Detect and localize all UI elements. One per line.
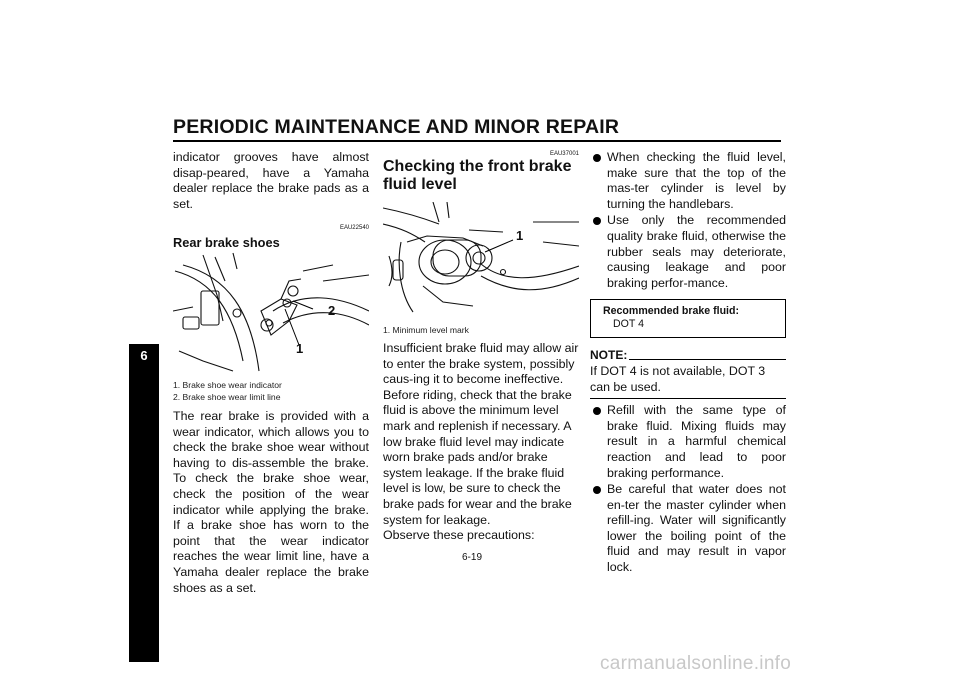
column-middle	[383, 150, 579, 544]
list-item: Be careful that water does not en-ter the master cylinder when refill-ing. Water will significantly lower the boiling point of the fluid and may result in vapor lock.	[590, 482, 786, 576]
column-right	[590, 150, 786, 577]
figure-captions	[173, 379, 369, 403]
note-rule	[629, 359, 786, 360]
intro-paragraph: indicator grooves have almost disap-peared, have a Yamaha dealer replace the brake pads as a set.	[173, 150, 369, 211]
page-number: 6-19	[462, 552, 483, 563]
observe-paragraph: Observe these precautions:	[383, 528, 535, 543]
recommended-fluid-label: Recommended brake fluid:	[603, 305, 739, 318]
caption-item: 2. Brake shoe wear limit line	[173, 391, 281, 402]
column-left	[173, 150, 369, 596]
list-item: Use only the recommended quality brake fluid, otherwise the rubber seals may deteriorate, causing leakage and poor braking perfor-mance.	[590, 213, 786, 291]
note-end-rule	[590, 398, 786, 399]
master-cylinder-drawing	[383, 202, 579, 324]
chapter-tab: 6	[129, 344, 159, 662]
rear-brake-drawing	[173, 251, 369, 377]
caption-item: 1. Brake shoe wear indicator	[173, 379, 282, 390]
ref-code: EAU22540	[339, 225, 369, 232]
bullet-icon	[593, 154, 601, 162]
section-title: Checking the front brake fluid level	[383, 158, 572, 193]
recommended-fluid-value: DOT 4	[613, 317, 645, 330]
bullet-icon	[593, 407, 601, 415]
recommended-fluid-box	[590, 299, 786, 338]
insufficient-fluid-paragraph: Insufficient brake fluid may allow air to enter the brake system, possibly caus-ing it to become ineffective.	[383, 341, 579, 387]
note-label: NOTE:	[590, 348, 628, 363]
precautions-list	[590, 150, 786, 291]
watermark: carmanualsonline.info	[600, 653, 792, 674]
note-heading	[590, 348, 786, 364]
bullet-icon	[593, 486, 601, 494]
figure-caption: 1. Minimum level mark	[383, 325, 469, 335]
callout-1: 1	[516, 228, 524, 243]
note-text: If DOT 4 is not available, DOT 3 can be used.	[590, 363, 766, 394]
callout-2: 2	[328, 302, 336, 318]
bullet-icon	[593, 217, 601, 225]
title-rule	[173, 140, 781, 142]
before-riding-paragraph: Before riding, check that the brake fluid is above the minimum level mark and replenish if necessary. A low brake fluid level may indicate worn brake pads and/or brake system leakage. If the brake fluid level is low, be sure to check the brake pads for wear and the brake system for leakage.	[383, 387, 572, 527]
rear-brake-paragraph: The rear brake is provided with a wear indicator, which allows you to check the brake shoe wear without having to dis-assemble the brake. To check the brake shoe wear, check the position of the wear indicator while applying the brake. If a brake shoe has worn to the point that the wear indicator reaches the wear limit line, have a Yamaha dealer replace the brake shoes as a set.	[173, 408, 369, 595]
callout-1: 1	[296, 340, 304, 356]
rear-brake-shoes-heading: Rear brake shoes	[173, 235, 280, 251]
refill-list	[590, 403, 786, 576]
rear-brake-illustration	[173, 251, 369, 377]
master-cylinder-illustration	[383, 202, 579, 324]
ref-code: EAU37001	[549, 151, 579, 157]
list-item: Refill with the same type of brake fluid. Mixing fluids may result in a harmful chemical reaction and lead to poor braking performance.	[590, 403, 786, 481]
page-title: PERIODIC MAINTENANCE AND MINOR REPAIR	[173, 116, 620, 138]
list-item: When checking the fluid level, make sure that the top of the mas-ter cylinder is level by turning the handlebars.	[590, 150, 786, 212]
